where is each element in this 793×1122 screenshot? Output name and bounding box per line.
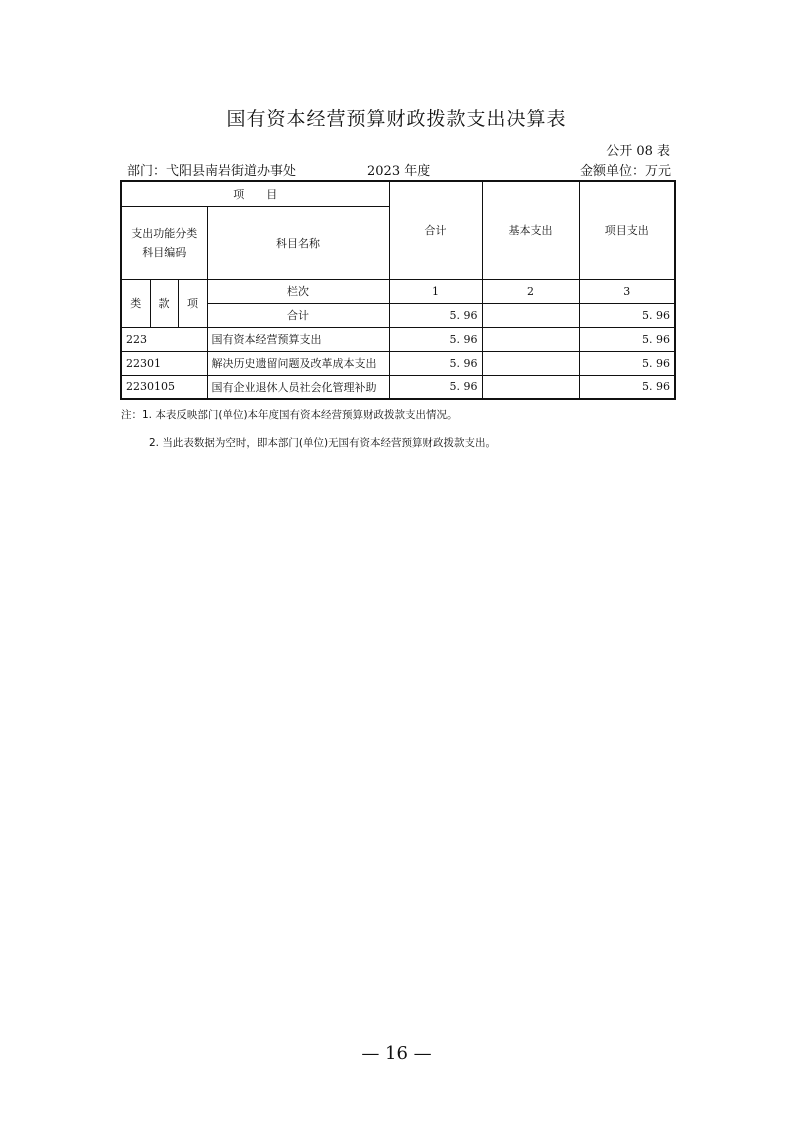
- function-code-header: 支出功能分类科目编码: [121, 206, 207, 279]
- subject-name-header: 科目名称: [207, 206, 389, 279]
- total-row-project: 5. 96: [579, 303, 675, 327]
- kuan-header: 款: [150, 279, 178, 327]
- table-row: [121, 351, 675, 375]
- total-row-label: 合计: [207, 303, 389, 327]
- document-title: 国有资本经营预算财政拨款支出决算表: [226, 108, 567, 130]
- project-header: 项目支出: [579, 181, 675, 279]
- row-total: 5. 96: [389, 351, 482, 375]
- row-project: 5. 96: [579, 375, 675, 399]
- column-number-label: 栏次: [207, 279, 389, 303]
- table-row: [121, 327, 675, 351]
- amount-unit: 金额单位：万元: [579, 164, 671, 179]
- header-row-items: [121, 181, 675, 206]
- meta-line: [121, 160, 671, 178]
- notes: [121, 406, 496, 462]
- total-row-total: 5. 96: [389, 303, 482, 327]
- items-header: 项 目: [121, 181, 389, 206]
- row-subject-name: 国有资本经营预算支出: [207, 327, 389, 351]
- column-number-row: [121, 279, 675, 303]
- department-label: 部门：弋阳县南岩街道办事处: [127, 164, 297, 179]
- xiang-header: 项: [178, 279, 207, 327]
- note-2: 2. 当此表数据为空时，即本部门(单位)无国有资本经营预算财政拨款支出。: [149, 437, 497, 449]
- row-code: 223: [121, 327, 207, 351]
- total-row-basic: [482, 303, 579, 327]
- row-basic: [482, 351, 579, 375]
- column-number-3: 3: [579, 279, 675, 303]
- total-header: 合计: [389, 181, 482, 279]
- row-project: 5. 96: [579, 351, 675, 375]
- fiscal-year: 2023 年度: [367, 164, 431, 179]
- row-subject-name: 国有企业退休人员社会化管理补助: [207, 375, 389, 399]
- row-code: 2230105: [121, 375, 207, 399]
- row-code: 22301: [121, 351, 207, 375]
- row-total: 5. 96: [389, 327, 482, 351]
- table-row: [121, 375, 675, 399]
- expenditure-table: [120, 180, 676, 400]
- lei-header: 类: [121, 279, 150, 327]
- row-subject-name: 解决历史遗留问题及改革成本支出: [207, 351, 389, 375]
- row-basic: [482, 327, 579, 351]
- row-total: 5. 96: [389, 375, 482, 399]
- row-basic: [482, 375, 579, 399]
- column-number-2: 2: [482, 279, 579, 303]
- page-number: — 16 —: [361, 1043, 432, 1064]
- column-number-1: 1: [389, 279, 482, 303]
- note-1: 注：1. 本表反映部门(单位)本年度国有资本经营预算财政拨款支出情况。: [121, 409, 458, 421]
- basic-header: 基本支出: [482, 181, 579, 279]
- form-number: 公开 08 表: [606, 144, 670, 159]
- row-project: 5. 96: [579, 327, 675, 351]
